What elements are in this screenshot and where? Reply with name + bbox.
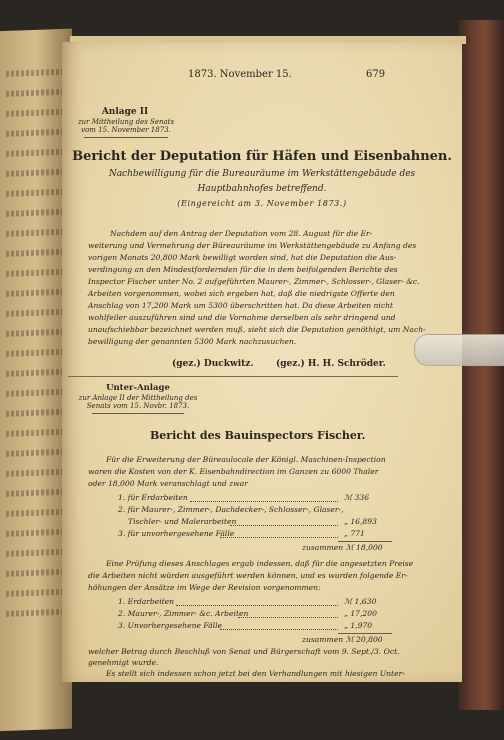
revised-item-label: 1. Erdarbeiten [118,597,175,606]
anlage-rule [84,137,168,138]
para-line: Arbeiten vorgenommen, wobei sich ergeben hat, daß die niedrigste Offerte den [88,289,395,298]
revised-item-value: „ 17,200 [344,609,377,618]
mid-line: die Arbeiten nicht würden ausgeführt werden können, und es wurden folgende Er- [88,571,408,580]
header-date: 1873. November 15. [188,69,292,80]
bericht-sub1: Nachbewilligung für die Bureauräume im Werkstättengebäude des [108,169,416,179]
document-page [62,42,462,682]
mid-line: Eine Prüfung dieses Anschlages ergab indessen, daß für die angesetzten Preise [106,559,414,568]
unteranlage-line1: zur Anlage II der Mittheilung des [78,394,198,402]
signature-mark: 187 [306,703,322,712]
cost-item-label: 1. für Erdarbeiten [118,493,188,502]
intro-line: oder 18,000 Mark veranschlagt und zwar [88,479,248,488]
para-line: Nachdem auf den Antrag der Deputation vom 28. August für die Er- [110,229,373,238]
revised-item-label: 2. Maurer-, Zimmer- &c. Arbeiten [118,609,249,618]
para-line: Anschlag von 17,200 Mark um 5300 überschritten hat. Da diese Arbeiten nicht [88,301,394,310]
leader-dots [190,501,338,503]
para-line: bewilligung der genannten 5300 Mark nachzusuchen. [88,337,297,346]
section-rule [68,376,398,377]
anlage-line1: zur Mittheilung des Senats [77,118,175,126]
para-line: weiterung und Vermehrung der Büreauräume im Werkstättengebäude zu Anfang des [88,241,417,250]
revised-total: zusammen ℳ 20,800 [302,635,383,644]
revised-item-value: ℳ 1,630 [344,597,377,606]
para-line: vorigen Monats 20,800 Mark bewilligt worden sind, hat die Deputation die Aus- [88,253,397,262]
leader-dots [176,605,338,607]
bericht2-title: Bericht des Bauinspectors Fischer. [150,429,366,442]
leader-dots [238,617,338,619]
sum-rule [338,633,392,634]
anlage-title: Anlage II [101,107,149,117]
intro-line: waren die Kosten von der K. Eisenbahndirection im Ganzen zu 6000 Thaler [88,467,379,476]
mid-line: höhungen der Ansätze im Wege der Revision vorgenommen: [88,583,321,592]
bericht-title: Bericht der Deputation für Häfen und Eisenbahnen. [72,149,452,164]
signature-duckwitz: (gez.) Duckwitz. [172,359,254,369]
end-line: nehmern wegen Ausführung der sub 2 bezeichneten Arbeiten heraus, daß dieselben [88,691,414,700]
signature-schroeder: (gez.) H. H. Schröder. [276,359,386,369]
cost-item-value: ℳ 336 [344,493,370,502]
revised-item-value: „ 1,970 [344,621,373,630]
cost-item-label: 3. für unvorhergesehene Fälle [118,529,235,538]
end-line: Es stellt sich indessen schon jetzt bei den Verhandlungen mit hiesigen Unter- [106,669,405,678]
anlage-line2: vom 15. November 1873. [81,126,171,134]
plastic-page-tab [414,334,504,366]
cost-item-label: Tischler- und Malerarbeiten [128,517,237,526]
para-line: unaufschiebbar bezeichnet werden muß, sieht sich die Deputation genöthigt, um Nach- [88,325,426,334]
para-line: wohlfeiler auszuführen sind und die Vornahme derselben als sehr dringend und [88,313,396,322]
end-line: welcher Betrag durch Beschluß von Senat und Bürgerschaft vom 9. Sept./3. Oct. [88,647,400,656]
cost-item-value: „ 16,893 [344,517,377,526]
unteranlage-title: Unter-Anlage [106,383,170,393]
bericht-sub2: Hauptbahnhofes betreffend. [197,184,327,194]
cost-total: zusammen ℳ 18,000 [302,543,383,552]
intro-line: Für die Erweiterung der Büreaulocale der Königl. Maschinen-Inspection [106,455,386,464]
end-line: genehmigt wurde. [88,658,159,667]
unteranlage-rule [92,413,184,414]
leader-dots [220,629,338,631]
unteranlage-line2: Senats vom 15. Novbr. 1873. [86,402,190,410]
bericht-sub3: (Eingereicht am 3. November 1873.) [177,199,347,208]
para-line: verdingung an den Mindestfordernden für die in dem beifolgenden Berichte des [88,265,398,274]
para-line: Inspector Fischer unter No. 2 aufgeführten Maurer-, Zimmer-, Schlosser-, Glaser- &c. [88,277,420,286]
leader-dots [230,525,338,527]
sum-rule [338,541,392,542]
leader-dots [220,537,338,539]
cost-item-value: „ 771 [344,529,365,538]
page-number: 679 [366,69,386,80]
cost-item-label: 2. für Maurer-, Zimmer-, Dachdecker-, Schlosser-, Glaser-, [118,505,344,514]
revised-item-label: 3. Unvorhergesehene Fälle [118,621,223,630]
